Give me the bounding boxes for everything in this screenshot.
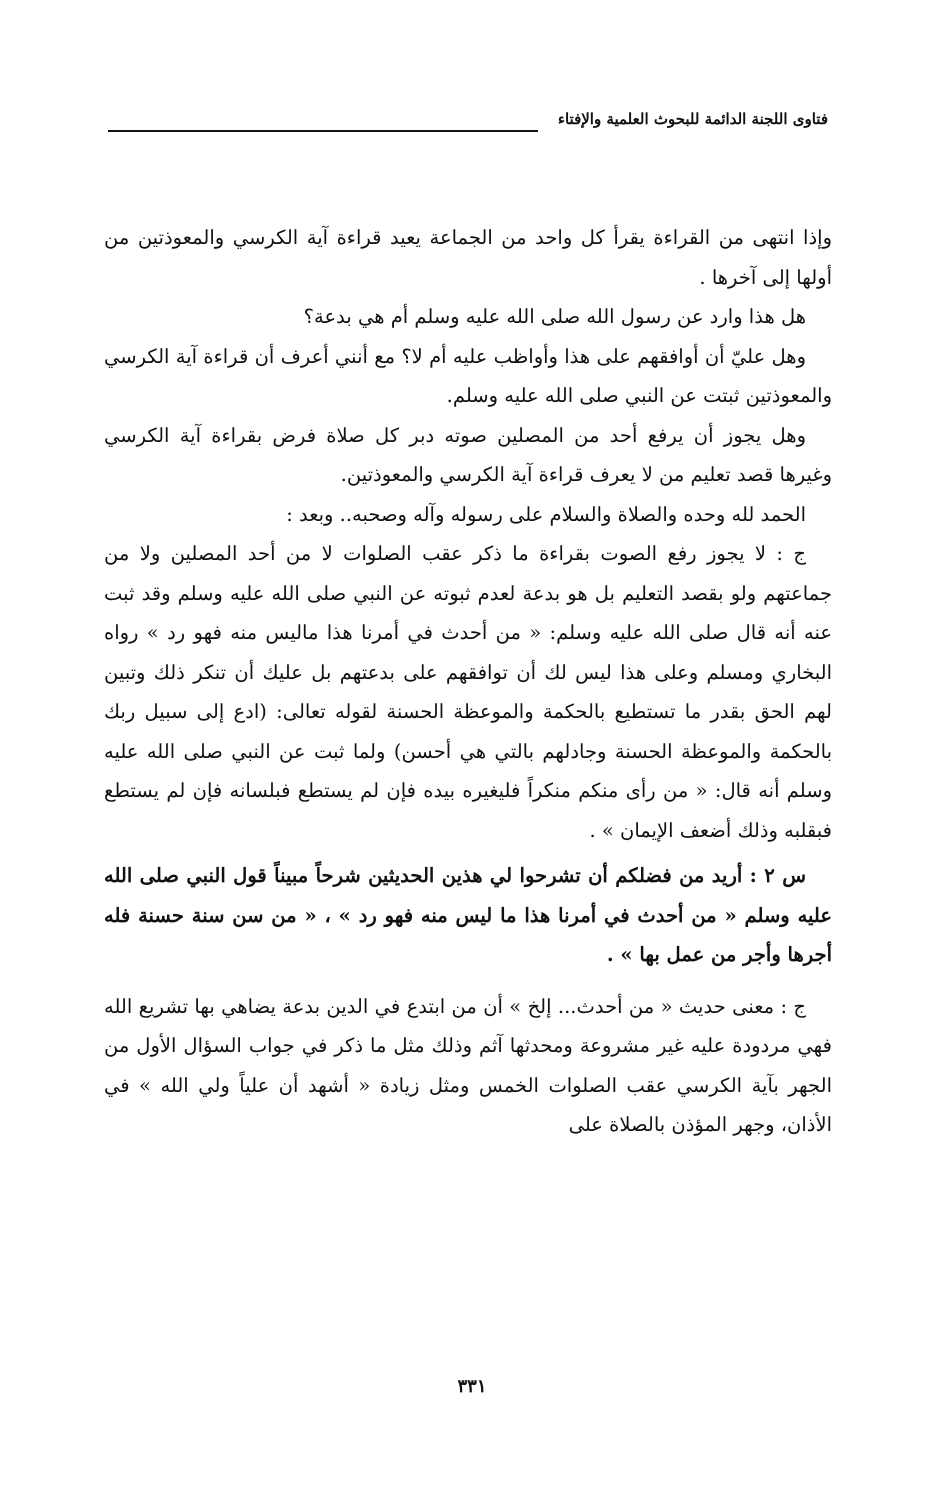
page-number: ٣٣١ bbox=[457, 1376, 487, 1397]
paragraph-praise: الحمد لله وحده والصلاة والسلام على رسوله وآله وصحبه.. وبعد : bbox=[286, 502, 806, 526]
paragraph-question-intro: وإذا انتهى من القراءة يقرأ كل واحد من الجماعة يعيد قراءة آية الكرسي والمعوذتين من أولها إلى آخرها . bbox=[104, 226, 832, 289]
header-rule bbox=[108, 130, 538, 132]
header-title: فتاوى اللجنة الدائمة للبحوث العلمية والإفتاء bbox=[557, 110, 828, 128]
body-text bbox=[104, 218, 832, 1145]
paragraph-question-1: هل هذا وارد عن رسول الله صلى الله عليه وسلم أم هي بدعة؟ bbox=[303, 305, 806, 328]
paragraph-question-2: وهل عليّ أن أوافقهم على هذا وأواظب عليه أم لا؟ مع أنني أعرف أن قراءة آية الكرسي والمعوذتين ثبتت عن النبي صلى الله عليه وسلم. bbox=[104, 344, 832, 407]
paragraph-answer-2: ج : معنى حديث « من أحدث... إلخ » أن من ابتدع في الدين بدعة يضاهي بها تشريع الله فهي مردودة عليه غير مشروعة ومحدثها آثم وذلك مثل ما ذكر في جواب السؤال الأول من الجهر بآية الكرسي عقب الصلوات الخمس ومثل زيادة « أشهد أن علياً ولي الله » في الأذان، وجهر المؤذن بالصلاة على bbox=[104, 994, 832, 1136]
running-header bbox=[108, 110, 828, 128]
paragraph-question-2-heading: س ٢ : أريد من فضلكم أن تشرحوا لي هذين الحديثين شرحاً مبيناً قول النبي صلى الله عليه وسلم « من أحدث في أمرنا هذا ما ليس منه فهو رد » ، « من سن سنة حسنة فله أجرها وأجر من عمل بها » . bbox=[104, 864, 832, 966]
paragraph-question-3: وهل يجوز أن يرفع أحد من المصلين صوته دبر كل صلاة فرض بقراءة آية الكرسي وغيرها قصد تعليم من لا يعرف قراءة آية الكرسي والمعوذتين. bbox=[104, 423, 832, 486]
paragraph-answer-1: ج : لا يجوز رفع الصوت بقراءة ما ذكر عقب الصلوات لا من أحد المصلين ولا من جماعتهم ولو بقصد التعليم بل هو بدعة لعدم ثبوته عن النبي صلى الله عليه وسلم وقد ثبت عنه أنه قال صلى الله عليه وسلم: « من أحدث في أمرنا هذا ماليس منه فهو رد » رواه البخاري ومسلم وعلى هذا ليس لك أن توافقهم على بدعتهم بل عليك أن تنكر ذلك وتبين لهم الحق بقدر ما تستطيع بالحكمة والموعظة الحسنة لقوله تعالى: (ادع إلى سبيل ربك بالحكمة والموعظة الحسنة وجادلهم بالتي هي أحسن) ولما ثبت عن النبي صلى الله عليه وسلم أنه قال: « من رأى منكم منكراً فليغيره بيده فإن لم يستطع فبلسانه فإن لم يستطع فبقلبه وذلك أضعف الإيمان » . bbox=[104, 542, 832, 842]
